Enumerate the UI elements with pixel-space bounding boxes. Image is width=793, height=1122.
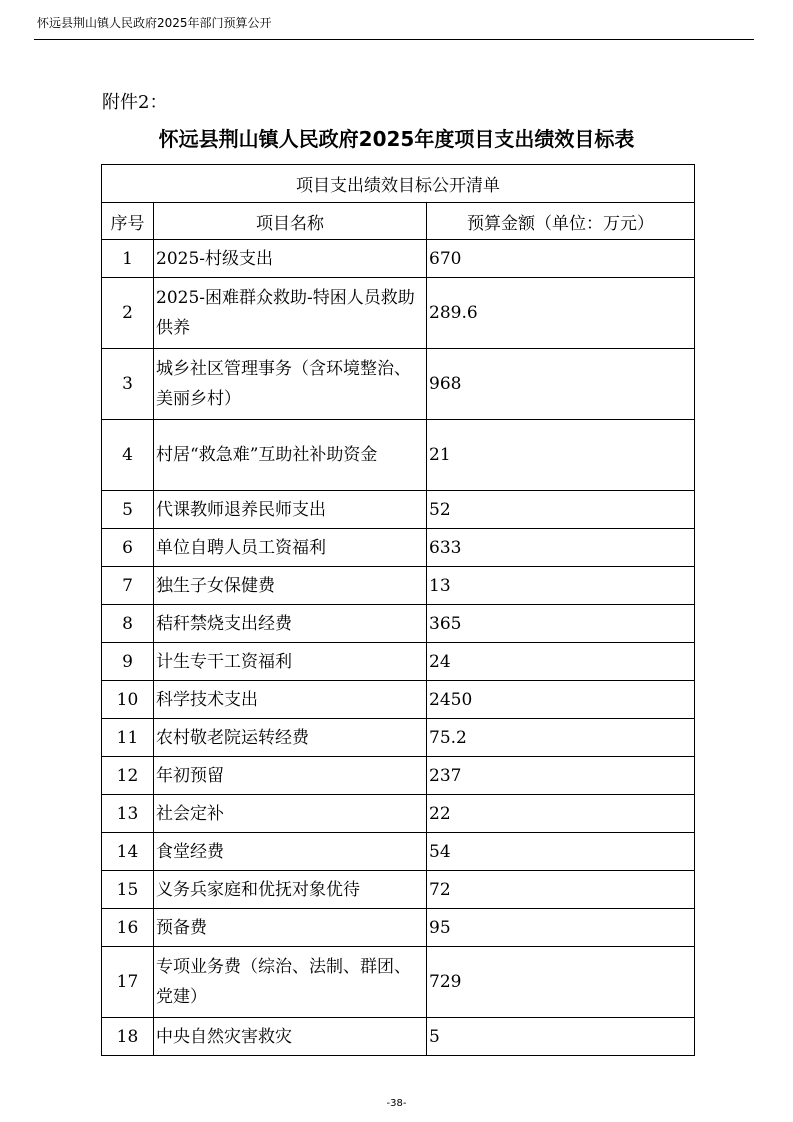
row-item-name: 独生子女保健费 — [154, 567, 427, 605]
row-item-name: 秸秆禁烧支出经费 — [154, 605, 427, 643]
row-item-name: 单位自聘人员工资福利 — [154, 529, 427, 567]
row-amount: 289.6 — [427, 278, 695, 349]
row-index: 1 — [102, 240, 154, 278]
row-index: 8 — [102, 605, 154, 643]
row-index: 14 — [102, 833, 154, 871]
row-index: 4 — [102, 420, 154, 491]
row-amount: 968 — [427, 349, 695, 420]
row-index: 18 — [102, 1018, 154, 1056]
row-amount: 670 — [427, 240, 695, 278]
row-index: 15 — [102, 871, 154, 909]
row-amount: 72 — [427, 871, 695, 909]
row-item-name: 预备费 — [154, 909, 427, 947]
table-row — [102, 605, 695, 643]
row-index: 11 — [102, 719, 154, 757]
row-amount: 13 — [427, 567, 695, 605]
attachment-label: 附件2： — [102, 92, 168, 113]
row-amount: 95 — [427, 909, 695, 947]
row-index: 16 — [102, 909, 154, 947]
row-amount: 21 — [427, 420, 695, 491]
row-item-name: 食堂经费 — [154, 833, 427, 871]
running-header: 怀远县荆山镇人民政府2025年部门预算公开 — [37, 16, 272, 30]
row-item-name: 中央自然灾害救灾 — [154, 1018, 427, 1056]
row-item-name: 社会定补 — [154, 795, 427, 833]
row-item-name: 村居“救急难”互助社补助资金 — [154, 420, 427, 491]
row-index: 2 — [102, 278, 154, 349]
row-item-name: 专项业务费（综治、法制、群团、党建） — [154, 947, 427, 1018]
table-row — [102, 643, 695, 681]
row-index: 7 — [102, 567, 154, 605]
table-row — [102, 529, 695, 567]
page-number: -38- — [386, 1098, 407, 1109]
table-row — [102, 1018, 695, 1056]
row-item-name: 义务兵家庭和优抚对象优待 — [154, 871, 427, 909]
row-amount: 75.2 — [427, 719, 695, 757]
header-divider — [34, 39, 754, 40]
row-index: 9 — [102, 643, 154, 681]
row-index: 13 — [102, 795, 154, 833]
row-item-name: 代课教师退养民师支出 — [154, 491, 427, 529]
row-index: 12 — [102, 757, 154, 795]
table-row — [102, 240, 695, 278]
table-row — [102, 349, 695, 420]
row-amount: 729 — [427, 947, 695, 1018]
table-row — [102, 871, 695, 909]
table-body — [102, 240, 695, 1056]
table-row — [102, 909, 695, 947]
table-row — [102, 681, 695, 719]
row-amount: 22 — [427, 795, 695, 833]
table-row — [102, 795, 695, 833]
row-item-name: 科学技术支出 — [154, 681, 427, 719]
row-amount: 2450 — [427, 681, 695, 719]
row-amount: 52 — [427, 491, 695, 529]
row-amount: 54 — [427, 833, 695, 871]
row-index: 10 — [102, 681, 154, 719]
row-item-name: 农村敬老院运转经费 — [154, 719, 427, 757]
table-row — [102, 567, 695, 605]
budget-table — [101, 164, 695, 1056]
row-amount: 365 — [427, 605, 695, 643]
row-index: 3 — [102, 349, 154, 420]
table-row — [102, 719, 695, 757]
column-header-name: 项目名称 — [154, 203, 427, 240]
row-item-name: 年初预留 — [154, 757, 427, 795]
row-amount: 237 — [427, 757, 695, 795]
table-caption: 项目支出绩效目标公开清单 — [102, 165, 695, 203]
document-title: 怀远县荆山镇人民政府2025年度项目支出绩效目标表 — [158, 127, 635, 151]
row-index: 6 — [102, 529, 154, 567]
row-amount: 633 — [427, 529, 695, 567]
table-row — [102, 833, 695, 871]
table-row — [102, 757, 695, 795]
table-row — [102, 278, 695, 349]
row-item-name: 城乡社区管理事务（含环境整治、美丽乡村） — [154, 349, 427, 420]
row-item-name: 计生专干工资福利 — [154, 643, 427, 681]
table-row — [102, 491, 695, 529]
table-row — [102, 420, 695, 491]
row-amount: 5 — [427, 1018, 695, 1056]
row-index: 5 — [102, 491, 154, 529]
table-row — [102, 947, 695, 1018]
row-amount: 24 — [427, 643, 695, 681]
row-item-name: 2025-困难群众救助-特困人员救助供养 — [154, 278, 427, 349]
column-header-index: 序号 — [102, 203, 154, 240]
row-index: 17 — [102, 947, 154, 1018]
column-header-amount: 预算金额（单位：万元） — [427, 203, 695, 240]
row-item-name: 2025-村级支出 — [154, 240, 427, 278]
